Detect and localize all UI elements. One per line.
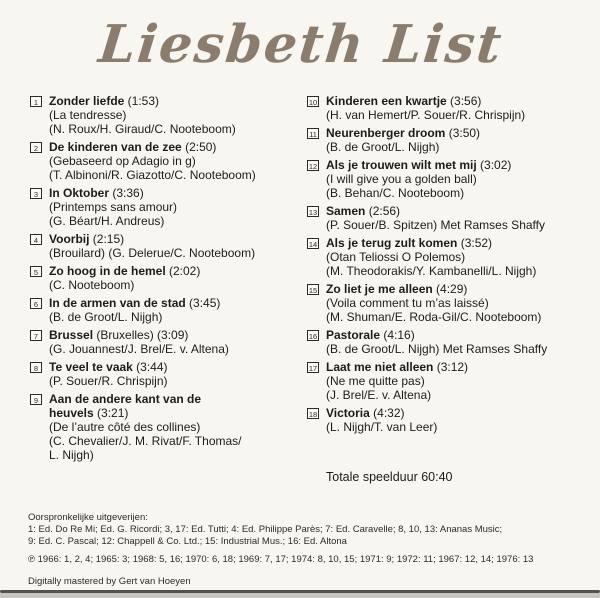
track-title-line <box>326 360 468 374</box>
total-duration: Totale speelduur 60:40 <box>326 470 453 484</box>
track-time: (Bruxelles) (3:09) <box>93 328 189 342</box>
track-title: Zo hoog in de hemel <box>49 264 166 278</box>
track-entry <box>307 282 593 324</box>
track-title-line <box>49 406 242 420</box>
track-title: In de armen van de stad <box>49 296 186 310</box>
track-time: (4:16) <box>380 328 415 342</box>
tracklist-column-right <box>307 94 593 438</box>
mastering-credit: Digitally mastered by Gert van Hoeyen <box>28 576 191 587</box>
track-entry <box>307 360 593 402</box>
track-credit: (P. Souer/B. Spitzen) Met Ramses Shaffy <box>326 218 545 232</box>
track-number-box: 4 <box>30 234 42 245</box>
track-title-line <box>49 360 168 374</box>
track-title: Neurenberger droom <box>326 126 446 140</box>
track-title: Zonder liefde <box>49 94 125 108</box>
track-title-line <box>49 264 200 278</box>
track-number-box: 18 <box>308 410 318 419</box>
track-number-box: 11 <box>307 128 319 139</box>
track-body <box>326 406 437 434</box>
track-body <box>49 140 256 182</box>
track-body <box>49 392 242 462</box>
track-time: (2:56) <box>365 204 401 218</box>
track-credit: (L. Nijgh/T. van Leer) <box>326 420 438 434</box>
track-entry <box>30 94 298 136</box>
track-entry <box>30 360 298 388</box>
track-title-line <box>49 94 236 108</box>
track-time: (2:15) <box>89 232 125 246</box>
track-number-box: 13 <box>308 208 318 217</box>
track-credit: (Brouilard) (G. Delerue/C. Nooteboom) <box>49 246 256 260</box>
track-time: (3:52) <box>457 236 493 250</box>
track-title-line <box>326 158 511 172</box>
track-credit: (N. Roux/H. Giraud/C. Nooteboom) <box>49 122 236 136</box>
track-body <box>49 264 200 292</box>
track-number-box: 12 <box>308 162 318 171</box>
track-body <box>326 360 468 402</box>
track-time: (4:29) <box>432 282 468 296</box>
track-title-line <box>49 392 242 406</box>
track-title-line <box>326 406 437 420</box>
track-credit: (B. de Groot/L. Nijgh) Met Ramses Shaffy <box>326 342 548 356</box>
track-title: Kinderen een kwartje <box>326 94 447 108</box>
track-title: Voorbij <box>49 232 90 246</box>
track-entry <box>30 296 298 324</box>
track-credit: (J. Brel/E. v. Altena) <box>326 388 432 402</box>
track-entry <box>307 204 593 232</box>
track-body <box>49 186 177 228</box>
track-title: Laat me niet alleen <box>326 360 434 374</box>
track-title-line <box>326 126 480 140</box>
track-title-line <box>326 204 545 218</box>
track-credit: (P. Souer/R. Chrispijn) <box>49 374 168 388</box>
track-credit: (Gebaseerd op Adagio in g) <box>49 154 196 168</box>
track-time: (3:21) <box>93 406 129 420</box>
track-credit: (B. de Groot/L. Nijgh) <box>326 140 440 154</box>
track-credit: (M. Shuman/E. Roda-Gil/C. Nooteboom) <box>326 310 542 324</box>
publishers-credits <box>28 512 588 548</box>
track-credit: (Ne me quitte pas) <box>326 374 425 388</box>
track-body <box>326 158 511 200</box>
track-time: (3:45) <box>185 296 221 310</box>
track-title-line <box>326 236 536 250</box>
track-body <box>49 296 220 324</box>
track-time: (2:02) <box>165 264 201 278</box>
track-credit: L. Nijgh) <box>49 448 94 462</box>
track-body <box>326 328 547 356</box>
track-body <box>49 360 168 388</box>
track-number-box: 7 <box>30 330 42 341</box>
track-title-line <box>49 140 256 154</box>
publishers-line-2: 9: Ed. C. Pascal; 12: Chappell & Co. Ltd.; 15: Industrial Mus.; 16: Ed. Altona <box>28 536 347 547</box>
track-body <box>49 232 255 260</box>
track-title: Aan de andere kant van de <box>49 392 202 406</box>
track-time: (3:36) <box>109 186 144 200</box>
track-number-box: 9 <box>30 394 42 405</box>
track-credit: (B. Behan/C. Nooteboom) <box>326 186 465 200</box>
track-credit: (Otan Teliossi O Polemos) <box>326 250 466 264</box>
track-number-box: 1 <box>30 96 42 107</box>
track-credit: (C. Nooteboom) <box>49 278 135 292</box>
track-entry <box>30 140 298 182</box>
track-body <box>49 94 236 136</box>
track-title-wrap: heuvels <box>49 406 94 420</box>
track-entry <box>30 264 298 292</box>
track-credit: (De l’autre côté des collines) <box>49 420 201 434</box>
track-title-line <box>326 282 541 296</box>
track-title: Zo liet je me alleen <box>326 282 433 296</box>
track-title-line <box>326 328 547 342</box>
track-title-line <box>49 296 220 310</box>
track-number-box: 14 <box>308 240 318 249</box>
phonogram-copyright-line: ℗ 1966: 1, 2, 4; 1965: 3; 1968: 5, 16; 1970: 6, 18; 1969: 7, 17; 1974: 8, 10, 15; 1971: 9; 1972: 11; 1967: 12, 14; 1976: 13 <box>28 554 534 565</box>
artist-logo-script: Liesbeth List <box>95 14 507 75</box>
track-credit: (I will give you a golden ball) <box>326 172 477 186</box>
track-number-box: 3 <box>30 188 42 199</box>
track-time: (1:53) <box>124 94 160 108</box>
scan-edge-strip <box>0 593 600 598</box>
track-body <box>49 328 229 356</box>
track-credit: (B. de Groot/L. Nijgh) <box>49 310 163 324</box>
track-entry <box>30 232 298 260</box>
track-body <box>326 126 480 154</box>
track-entry <box>30 392 298 462</box>
track-title: Als je trouwen wilt met mij <box>326 158 477 172</box>
track-time: (2:50) <box>181 140 217 154</box>
track-title-line <box>326 94 525 108</box>
track-title: Pastorale <box>326 328 381 342</box>
track-credit: (La tendresse) <box>49 108 127 122</box>
publishers-heading: Oorspronkelijke uitgeverijen: <box>28 512 148 523</box>
track-time: (3:56) <box>446 94 482 108</box>
track-credit: (Voila comment tu m’as laissé) <box>326 296 489 310</box>
track-title-line <box>49 232 255 246</box>
track-number-box: 5 <box>30 266 42 277</box>
track-number-box: 17 <box>308 364 318 373</box>
track-title: In Oktober <box>49 186 110 200</box>
track-body <box>326 204 545 232</box>
tracklist-column-left <box>30 94 298 466</box>
track-entry <box>307 94 593 122</box>
track-entry <box>30 328 298 356</box>
track-title-line <box>49 328 229 342</box>
track-body <box>326 282 541 324</box>
track-title: Victoria <box>326 406 370 420</box>
track-number-box: 8 <box>30 362 42 373</box>
track-entry <box>307 406 593 434</box>
track-body <box>326 94 525 122</box>
track-time: (3:02) <box>476 158 512 172</box>
track-entry <box>30 186 298 228</box>
track-entry <box>307 236 593 278</box>
track-time: (3:50) <box>445 126 481 140</box>
track-title: De kinderen van de zee <box>49 140 182 154</box>
track-time: (3:44) <box>132 360 168 374</box>
track-credit: (Printemps sans amour) <box>49 200 178 214</box>
track-credit: (H. van Hemert/P. Souer/R. Chrispijn) <box>326 108 526 122</box>
track-credit: (M. Theodorakis/Y. Kambanelli/L. Nijgh) <box>326 264 537 278</box>
track-entry <box>307 158 593 200</box>
track-title: Samen <box>326 204 366 218</box>
track-title-line <box>49 186 177 200</box>
track-title: Te veel te vaak <box>49 360 133 374</box>
track-number-box: 2 <box>30 142 42 153</box>
track-entry <box>307 328 593 356</box>
track-number-box: 16 <box>308 332 318 341</box>
track-entry <box>307 126 593 154</box>
track-credit: (T. Albinoni/R. Giazotto/C. Nooteboom) <box>49 168 256 182</box>
track-body <box>326 236 536 278</box>
track-credit: (C. Chevalier/J. M. Rivat/F. Thomas/ <box>49 434 242 448</box>
track-credit: (G. Jouannest/J. Brel/E. v. Altena) <box>49 342 229 356</box>
track-number-box: 15 <box>308 286 318 295</box>
track-number-box: 6 <box>30 298 42 309</box>
track-time: (4:32) <box>369 406 405 420</box>
track-time: (3:12) <box>433 360 469 374</box>
track-number-box: 10 <box>308 98 318 107</box>
track-title: Als je terug zult komen <box>326 236 458 250</box>
track-credit: (G. Béart/H. Andreus) <box>49 214 165 228</box>
publishers-line-1: 1: Ed. Do Re Mi; Ed. G. Ricordi; 3, 17: Ed. Tutti; 4: Ed. Philippe Parès; 7: Ed. Caravelle; 8, 10, 13: Ananas Music; <box>28 524 503 535</box>
track-title: Brussel <box>49 328 94 342</box>
